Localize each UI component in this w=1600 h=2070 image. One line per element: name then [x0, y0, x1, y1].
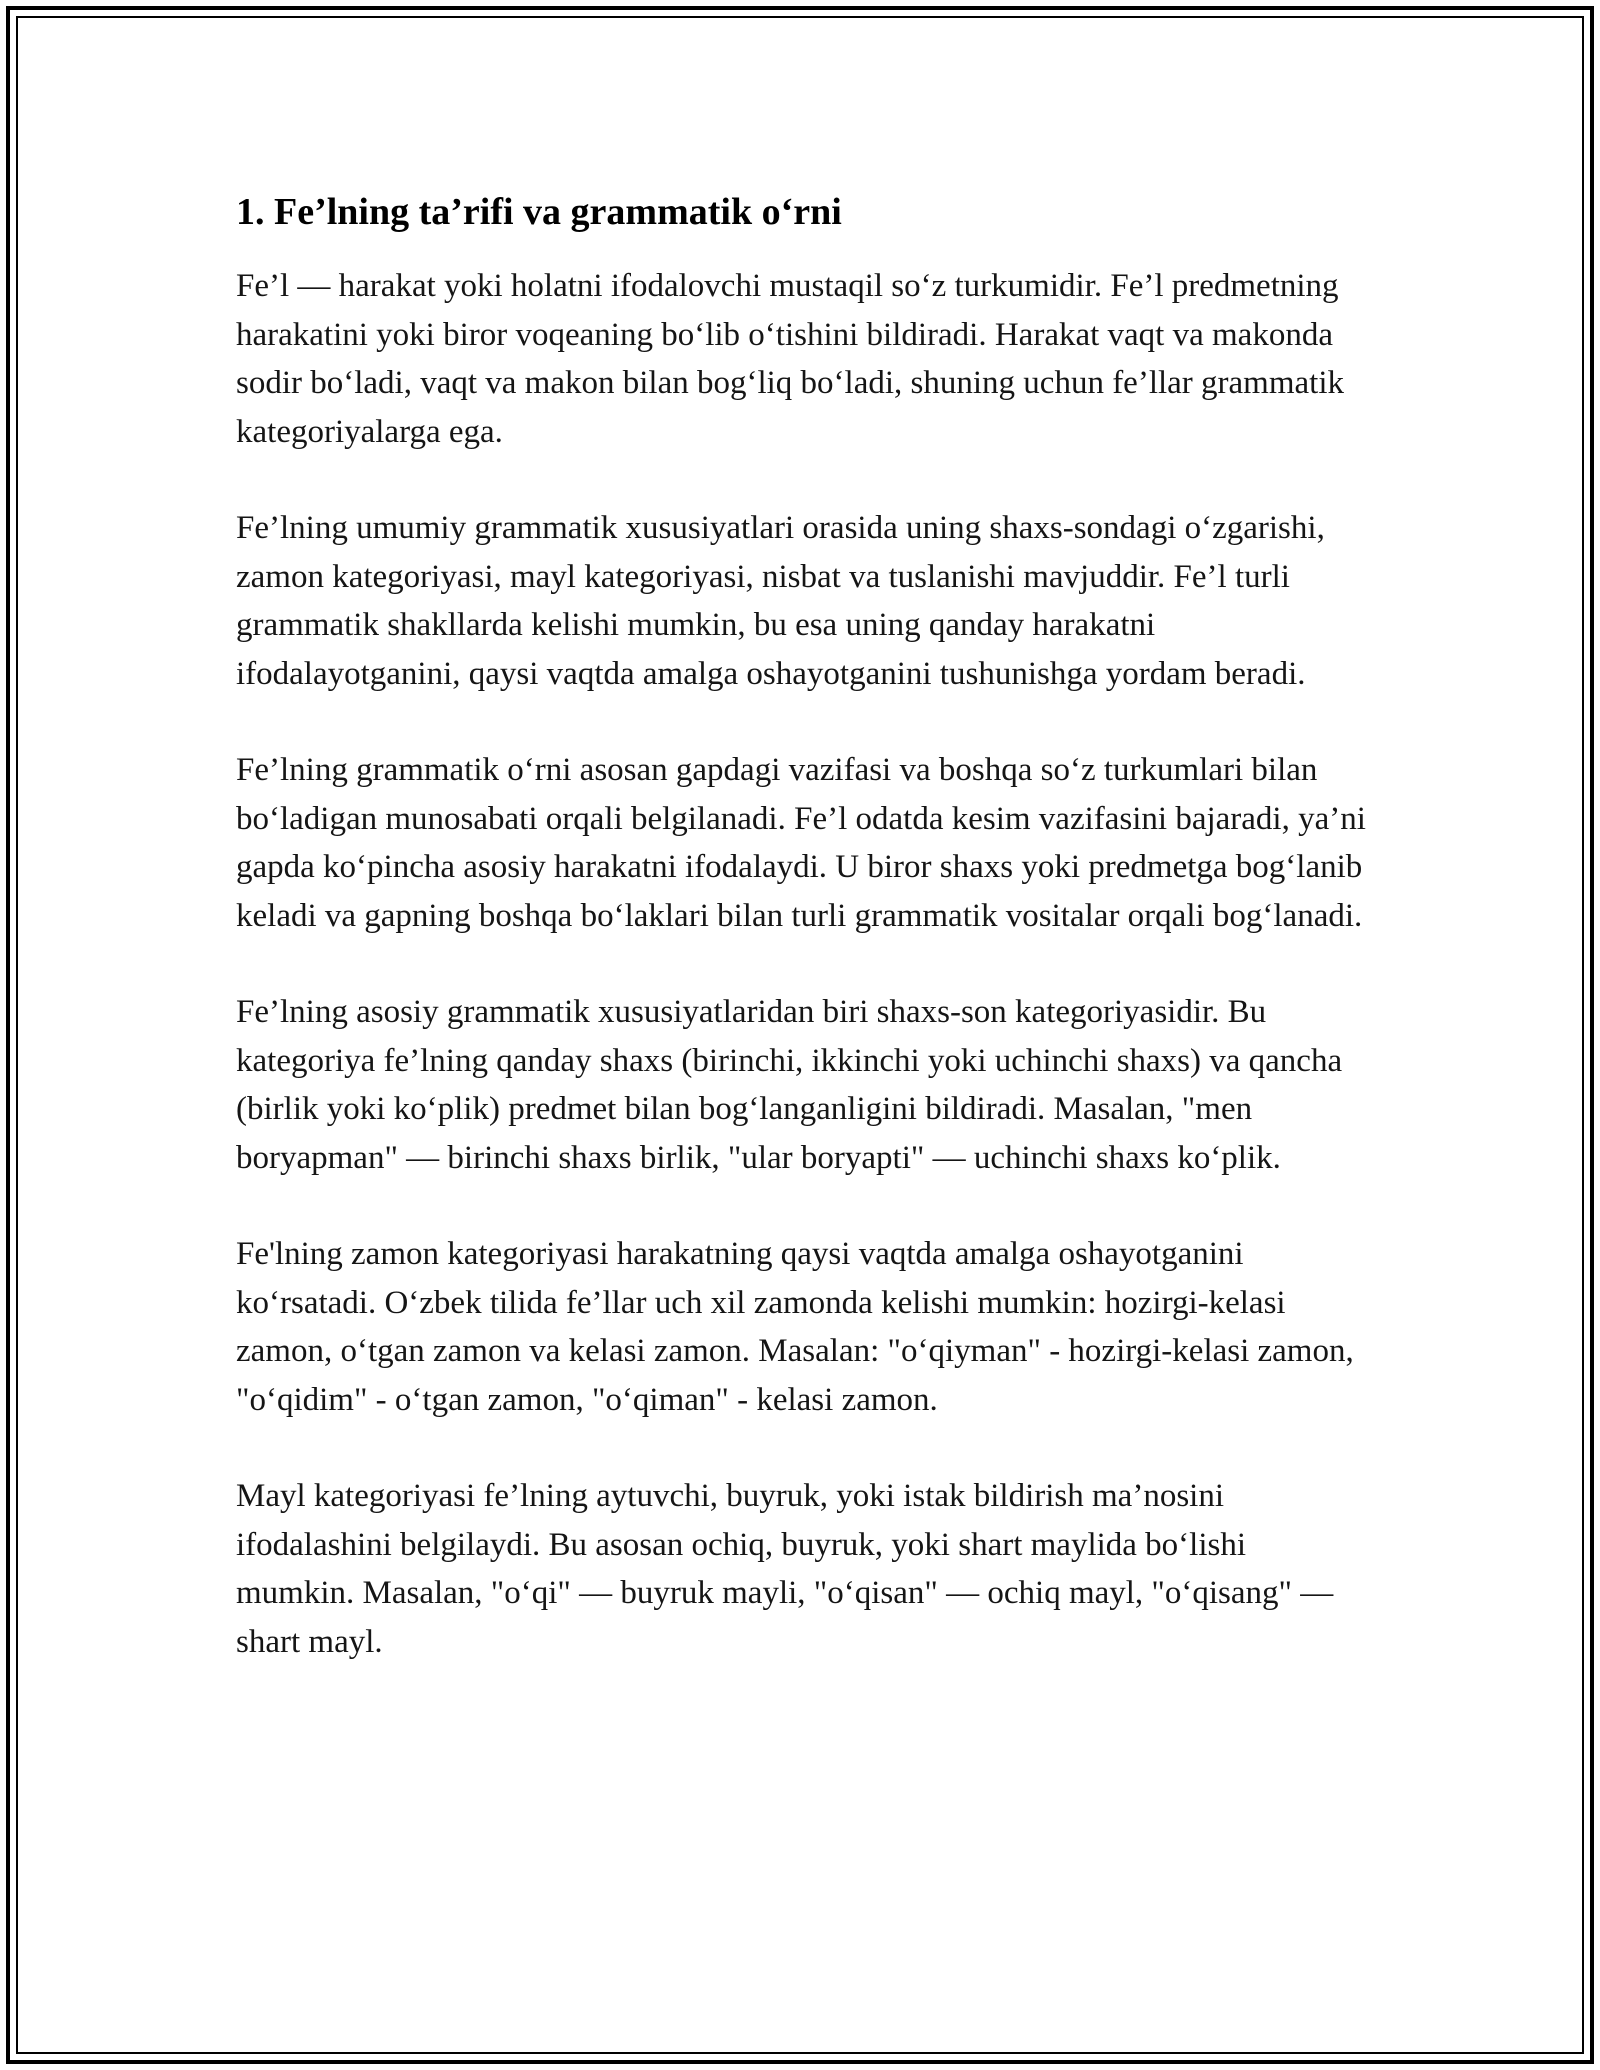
section-heading: 1. Fe’lning ta’rifi va grammatik o‘rni [236, 191, 842, 233]
document-body [236, 186, 1366, 1714]
paragraph-person-number: Fe’lning asosiy grammatik xususiyatlaridan biri shaxs-son kategoriyasidir. Bu kategoriya fe’lning qanday shaxs (birinchi, ikkinchi yoki uchinchi shaxs) va qancha (birlik yoki ko‘plik) predmet bilan bog‘langanligini bildiradi. Masalan, "men boryapman" — birinchi shaxs birlik, "ular boryapti" — uchinchi shaxs ko‘plik. [236, 994, 1343, 1176]
paragraph-general-features: Fe’lning umumiy grammatik xususiyatlari orasida uning shaxs-sondagi o‘zgarishi, zamon kategoriyasi, mayl kategoriyasi, nisbat va tuslanishi mavjuddir. Fe’l turli grammatik shakllarda kelishi mumkin, bu esa uning qanday harakatni ifodalayotganini, qaysi vaqtda amalga oshayotganini tushunishga yordam beradi. [236, 510, 1325, 692]
paragraph-mood: Mayl kategoriyasi fe’lning aytuvchi, buyruk, yoki istak bildirish ma’nosini ifodalashini belgilaydi. Bu asosan ochiq, buyruk, yoki shart maylida bo‘lishi mumkin. Masalan, "o‘qi" — buyruk mayli, "o‘qisan" — ochiq mayl, "o‘qisang" — shart mayl. [236, 1478, 1334, 1660]
paragraph-definition: Fe’l — harakat yoki holatni ifodalovchi mustaqil so‘z turkumidir. Fe’l predmetning harakatini yoki biror voqeaning bo‘lib o‘tishini bildiradi. Harakat vaqt va makonda sodir bo‘ladi, vaqt va makon bilan bog‘liq bo‘ladi, shuning uchun fe’llar grammatik kategoriyalarga ega. [236, 268, 1344, 450]
paragraph-grammatical-role: Fe’lning grammatik o‘rni asosan gapdagi vazifasi va boshqa so‘z turkumlari bilan bo‘ladigan munosabati orqali belgilanadi. Fe’l odatda kesim vazifasini bajaradi, ya’ni gapda ko‘pincha asosiy harakatni ifodalaydi. U biror shaxs yoki predmetga bog‘lanib keladi va gapning boshqa bo‘laklari bilan turli grammatik vositalar orqali bog‘lanadi. [236, 752, 1366, 934]
paragraph-tense: Fe'lning zamon kategoriyasi harakatning qaysi vaqtda amalga oshayotganini ko‘rsatadi. O‘zbek tilida fe’llar uch xil zamonda kelishi mumkin: hozirgi-kelasi zamon, o‘tgan zamon va kelasi zamon. Masalan: "o‘qiyman" - hozirgi-kelasi zamon, "o‘qidim" - o‘tgan zamon, "o‘qiman" - kelasi zamon. [236, 1236, 1354, 1418]
